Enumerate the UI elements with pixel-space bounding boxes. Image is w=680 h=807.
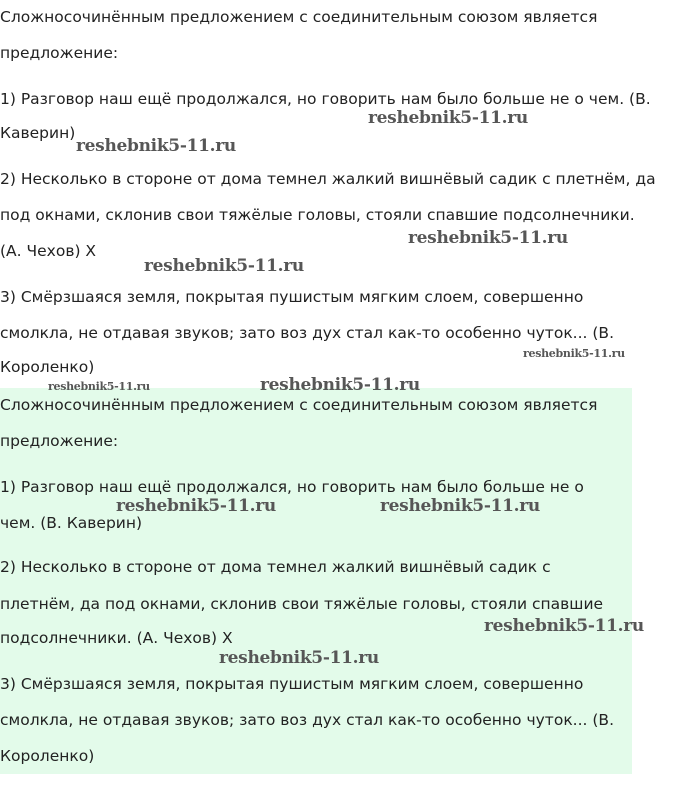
watermark: reshebnik5-11.ru xyxy=(380,496,540,516)
watermark: reshebnik5-11.ru xyxy=(484,616,644,636)
answer-line: предложение: xyxy=(0,432,119,450)
watermark: reshebnik5-11.ru xyxy=(523,347,625,360)
watermark: reshebnik5-11.ru xyxy=(260,375,420,395)
watermark: reshebnik5-11.ru xyxy=(48,380,150,393)
answer-line: чем. (В. Каверин) xyxy=(0,514,143,532)
watermark: reshebnik5-11.ru xyxy=(76,136,236,156)
watermark: reshebnik5-11.ru xyxy=(144,256,304,276)
question-line: под окнами, склонив свои тяжёлые головы, стояли спавшие подсолнечники. xyxy=(0,206,635,224)
watermark: reshebnik5-11.ru xyxy=(368,108,528,128)
question-option-2: 2) Несколько в стороне от дома темнел жалкий вишнёвый садик с плетнём, да xyxy=(0,170,656,188)
question-line: Сложносочинённым предложением с соединительным союзом является xyxy=(0,8,598,26)
question-option-3: 3) Смёрзшаяся земля, покрытая пушистым мягким слоем, совершенно xyxy=(0,288,584,306)
answer-option-3: 3) Смёрзшаяся земля, покрытая пушистым мягким слоем, совершенно xyxy=(0,675,584,693)
question-line: смолкла, не отдавая звуков; зато воз дух стал как-то особенно чуток... (В. xyxy=(0,324,614,342)
watermark: reshebnik5-11.ru xyxy=(219,648,379,668)
answer-line: Сложносочинённым предложением с соединительным союзом является xyxy=(0,396,598,414)
answer-option-1: 1) Разговор наш ещё продолжался, но говорить нам было больше не о xyxy=(0,478,584,496)
answer-line: подсолнечники. (А. Чехов) Х xyxy=(0,629,233,647)
watermark: reshebnik5-11.ru xyxy=(408,228,568,248)
question-line: Короленко) xyxy=(0,358,95,376)
question-option-1: 1) Разговор наш ещё продолжался, но говорить нам было больше не о чем. (В. xyxy=(0,90,651,108)
question-line: Каверин) xyxy=(0,124,76,142)
answer-block xyxy=(0,388,632,774)
question-line: предложение: xyxy=(0,44,119,62)
answer-option-2: 2) Несколько в стороне от дома темнел жалкий вишнёвый садик с xyxy=(0,558,551,576)
question-line: (А. Чехов) Х xyxy=(0,242,97,260)
answer-line: плетнём, да под окнами, склонив свои тяжёлые головы, стояли спавшие xyxy=(0,595,604,613)
watermark: reshebnik5-11.ru xyxy=(116,496,276,516)
answer-line: смолкла, не отдавая звуков; зато воз дух стал как-то особенно чуток... (В. xyxy=(0,711,614,729)
answer-line: Короленко) xyxy=(0,747,95,765)
